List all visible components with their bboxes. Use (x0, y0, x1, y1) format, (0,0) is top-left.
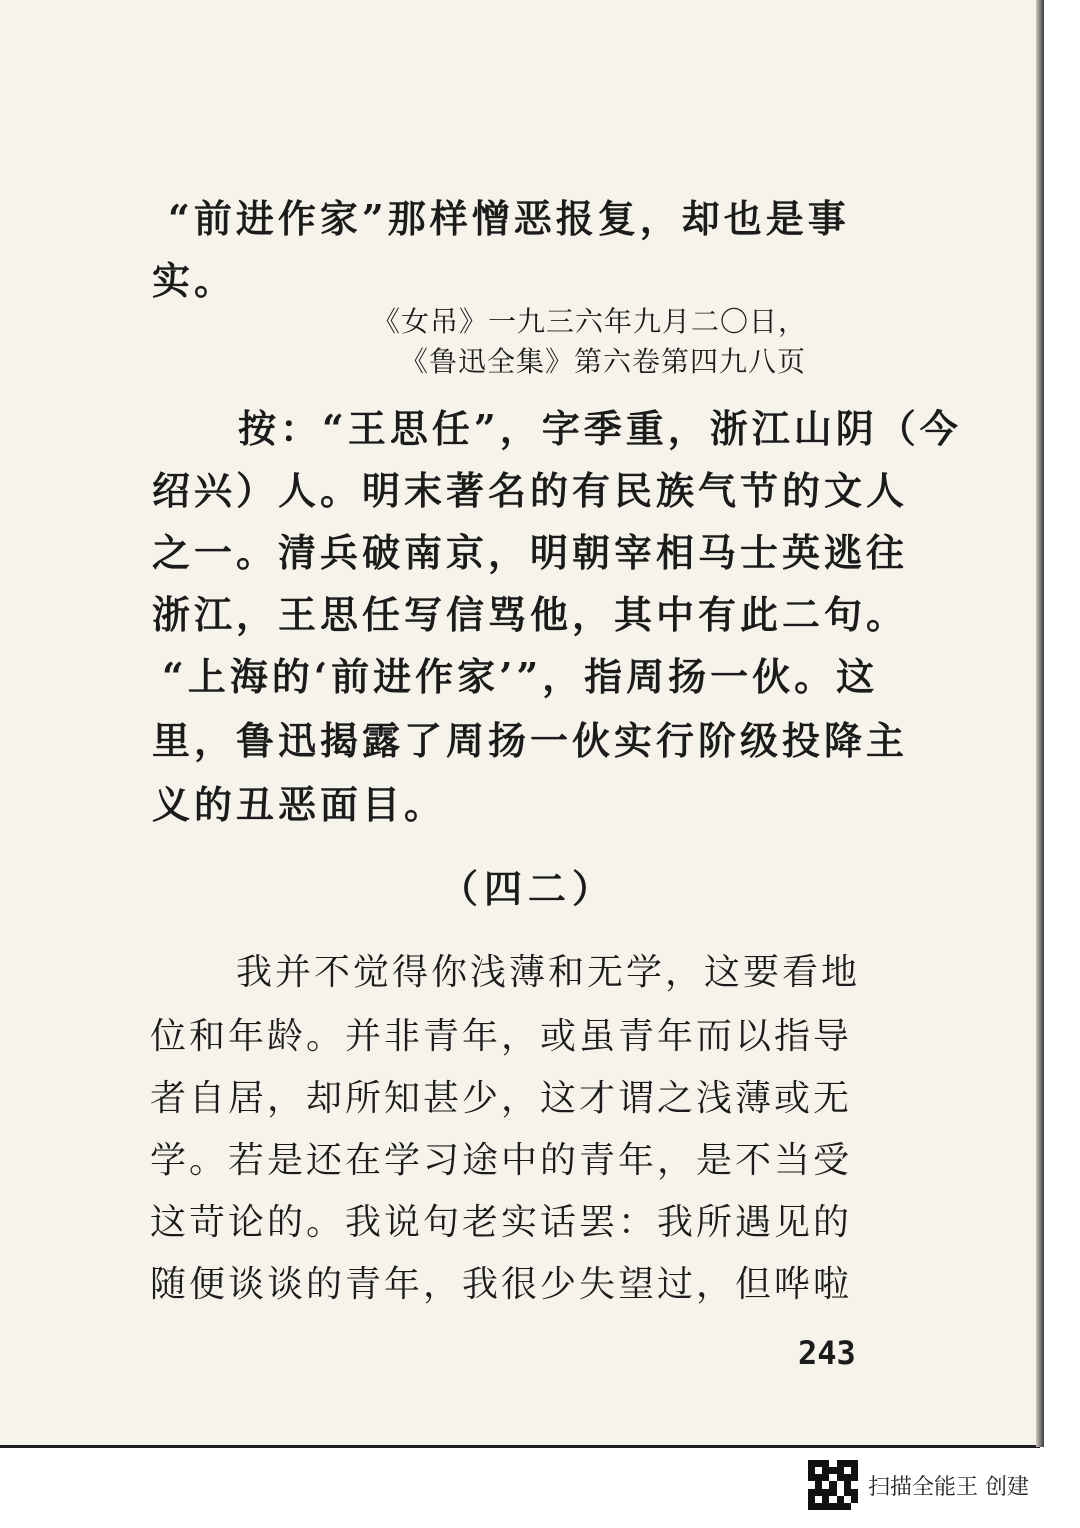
section-text-line: 我并不觉得你浅薄和无学，这要看地 (236, 952, 861, 993)
note-line: “上海的‘前进作家’”，指周扬一伙。这 (162, 654, 879, 699)
page-edge-shadow (1036, 0, 1044, 1447)
note-line: 按：“王思任”，字季重，浙江山阴（今 (238, 406, 962, 451)
note-line: 里，鲁迅揭露了周扬一伙实行阶级投降主 (152, 718, 909, 763)
source-citation-line: 《女吊》一九三六年九月二〇日， (372, 305, 808, 338)
section-text-line: 这苛论的。我说句老实话罢：我所遇见的 (150, 1202, 853, 1243)
section-text-line: 位和年龄。并非青年，或虽青年而以指导 (150, 1016, 853, 1057)
text-line: “前进作家”那样憎恶报复，却也是事 (168, 196, 850, 241)
section-text-line: 者自居，却所知甚少，这才谓之浅薄或无 (150, 1078, 853, 1119)
qr-code-icon (808, 1460, 858, 1510)
text-line: 实。 (152, 258, 237, 303)
section-text-line: 学。若是还在学习途中的青年，是不当受 (150, 1140, 853, 1181)
scanner-watermark (808, 1460, 1029, 1510)
note-line: 义的丑恶面目。 (152, 782, 447, 827)
page-number: 243 (798, 1334, 856, 1372)
watermark-text: 扫描全能王 创建 (868, 1474, 1029, 1500)
note-line: 绍兴）人。明末著名的有民族气节的文人 (152, 468, 909, 513)
note-line: 浙江，王思任写信骂他，其中有此二句。 (152, 592, 909, 637)
source-citation-line: 《鲁迅全集》第六卷第四九八页 (400, 345, 807, 378)
note-line: 之一。清兵破南京，明朝宰相马士英逃往 (152, 530, 909, 575)
section-text-line: 随便谈谈的青年，我很少失望过，但哗啦 (150, 1264, 853, 1305)
section-heading: （四二） (440, 866, 617, 911)
